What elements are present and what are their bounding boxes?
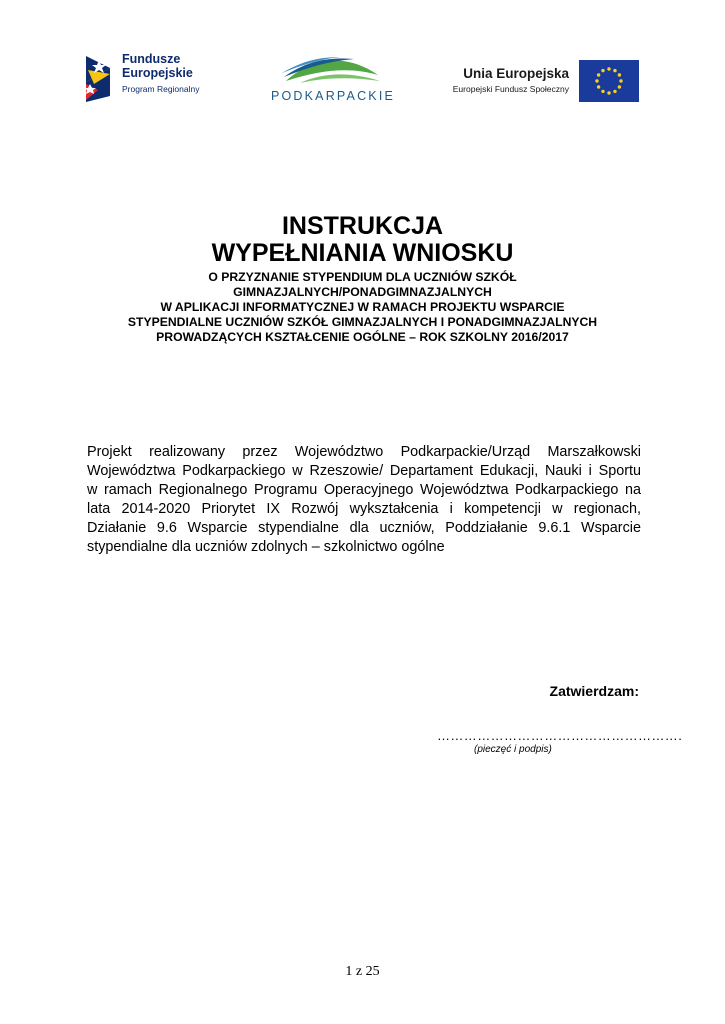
paragraph-line: stypendialne dla uczniów zdolnych – szkolnictwo ogólne xyxy=(87,539,445,555)
document-title-line-1: INSTRUKCJA xyxy=(281,212,444,240)
fe-logo-line-3: Program Regionalny xyxy=(122,84,200,94)
fe-logo-line-1: Fundusze xyxy=(122,52,181,66)
logo-bar xyxy=(0,0,725,120)
page-number: 1 z 25 xyxy=(345,964,380,979)
signature-line: ………………………………………………. xyxy=(437,728,683,743)
subtitle-line: PROWADZĄCYCH KSZTAŁCENIE OGÓLNE – ROK SZKOLNY 2016/2017 xyxy=(156,330,569,344)
approval-label: Zatwierdzam: xyxy=(549,683,639,699)
ue-logo-line-1: Unia Europejska xyxy=(463,66,569,81)
paragraph-line: w ramach Regionalnego Programu Operacyjnego Województwa Podkarpackiego na xyxy=(87,482,641,498)
podkarpackie-logo-text: PODKARPACKIE xyxy=(270,89,396,103)
subtitle-line: W APLIKACJI INFORMATYCZNEJ W RAMACH PROJEKTU WSPARCIE xyxy=(160,300,565,314)
fe-star-emblem-icon xyxy=(84,50,118,104)
project-description xyxy=(87,443,641,557)
paragraph-line: Województwa Podkarpackiego w Rzeszowie/ Departament Edukacji, Nauki i Sportu xyxy=(87,463,641,479)
paragraph-line: Projekt realizowany przez Województwo Podkarpackie/Urząd Marszałkowski xyxy=(87,444,641,460)
title-block xyxy=(40,213,685,345)
fe-logo-line-2: Europejskie xyxy=(122,66,193,80)
fundusze-europejskie-logo xyxy=(84,50,224,104)
unia-europejska-logo xyxy=(444,60,639,102)
podkarpackie-waves-icon xyxy=(282,55,382,87)
subtitle-line: STYPENDIALNE UCZNIÓW SZKÓŁ GIMNAZJALNYCH I PONADGIMNAZJALNYCH xyxy=(127,315,598,329)
paragraph-line: lata 2014-2020 Priorytet IX Rozwój wykształcenia i kompetencji w regionach, xyxy=(87,501,641,517)
eu-flag-icon xyxy=(579,60,639,102)
subtitle-line: O PRZYZNANIE STYPENDIUM DLA UCZNIÓW SZKÓŁ xyxy=(208,270,517,284)
paragraph-line: Działanie 9.6 Wsparcie stypendialne dla uczniów, Poddziałanie 9.6.1 Wsparcie xyxy=(87,520,641,536)
document-title-line-2: WYPEŁNIANIA WNIOSKU xyxy=(211,239,514,267)
subtitle-line: GIMNAZJALNYCH/PONADGIMNAZJALNYCH xyxy=(233,285,492,299)
podkarpackie-logo xyxy=(266,55,402,105)
signature-caption: (pieczęć i podpis) xyxy=(474,744,552,755)
ue-logo-line-2: Europejski Fundusz Społeczny xyxy=(452,84,569,94)
